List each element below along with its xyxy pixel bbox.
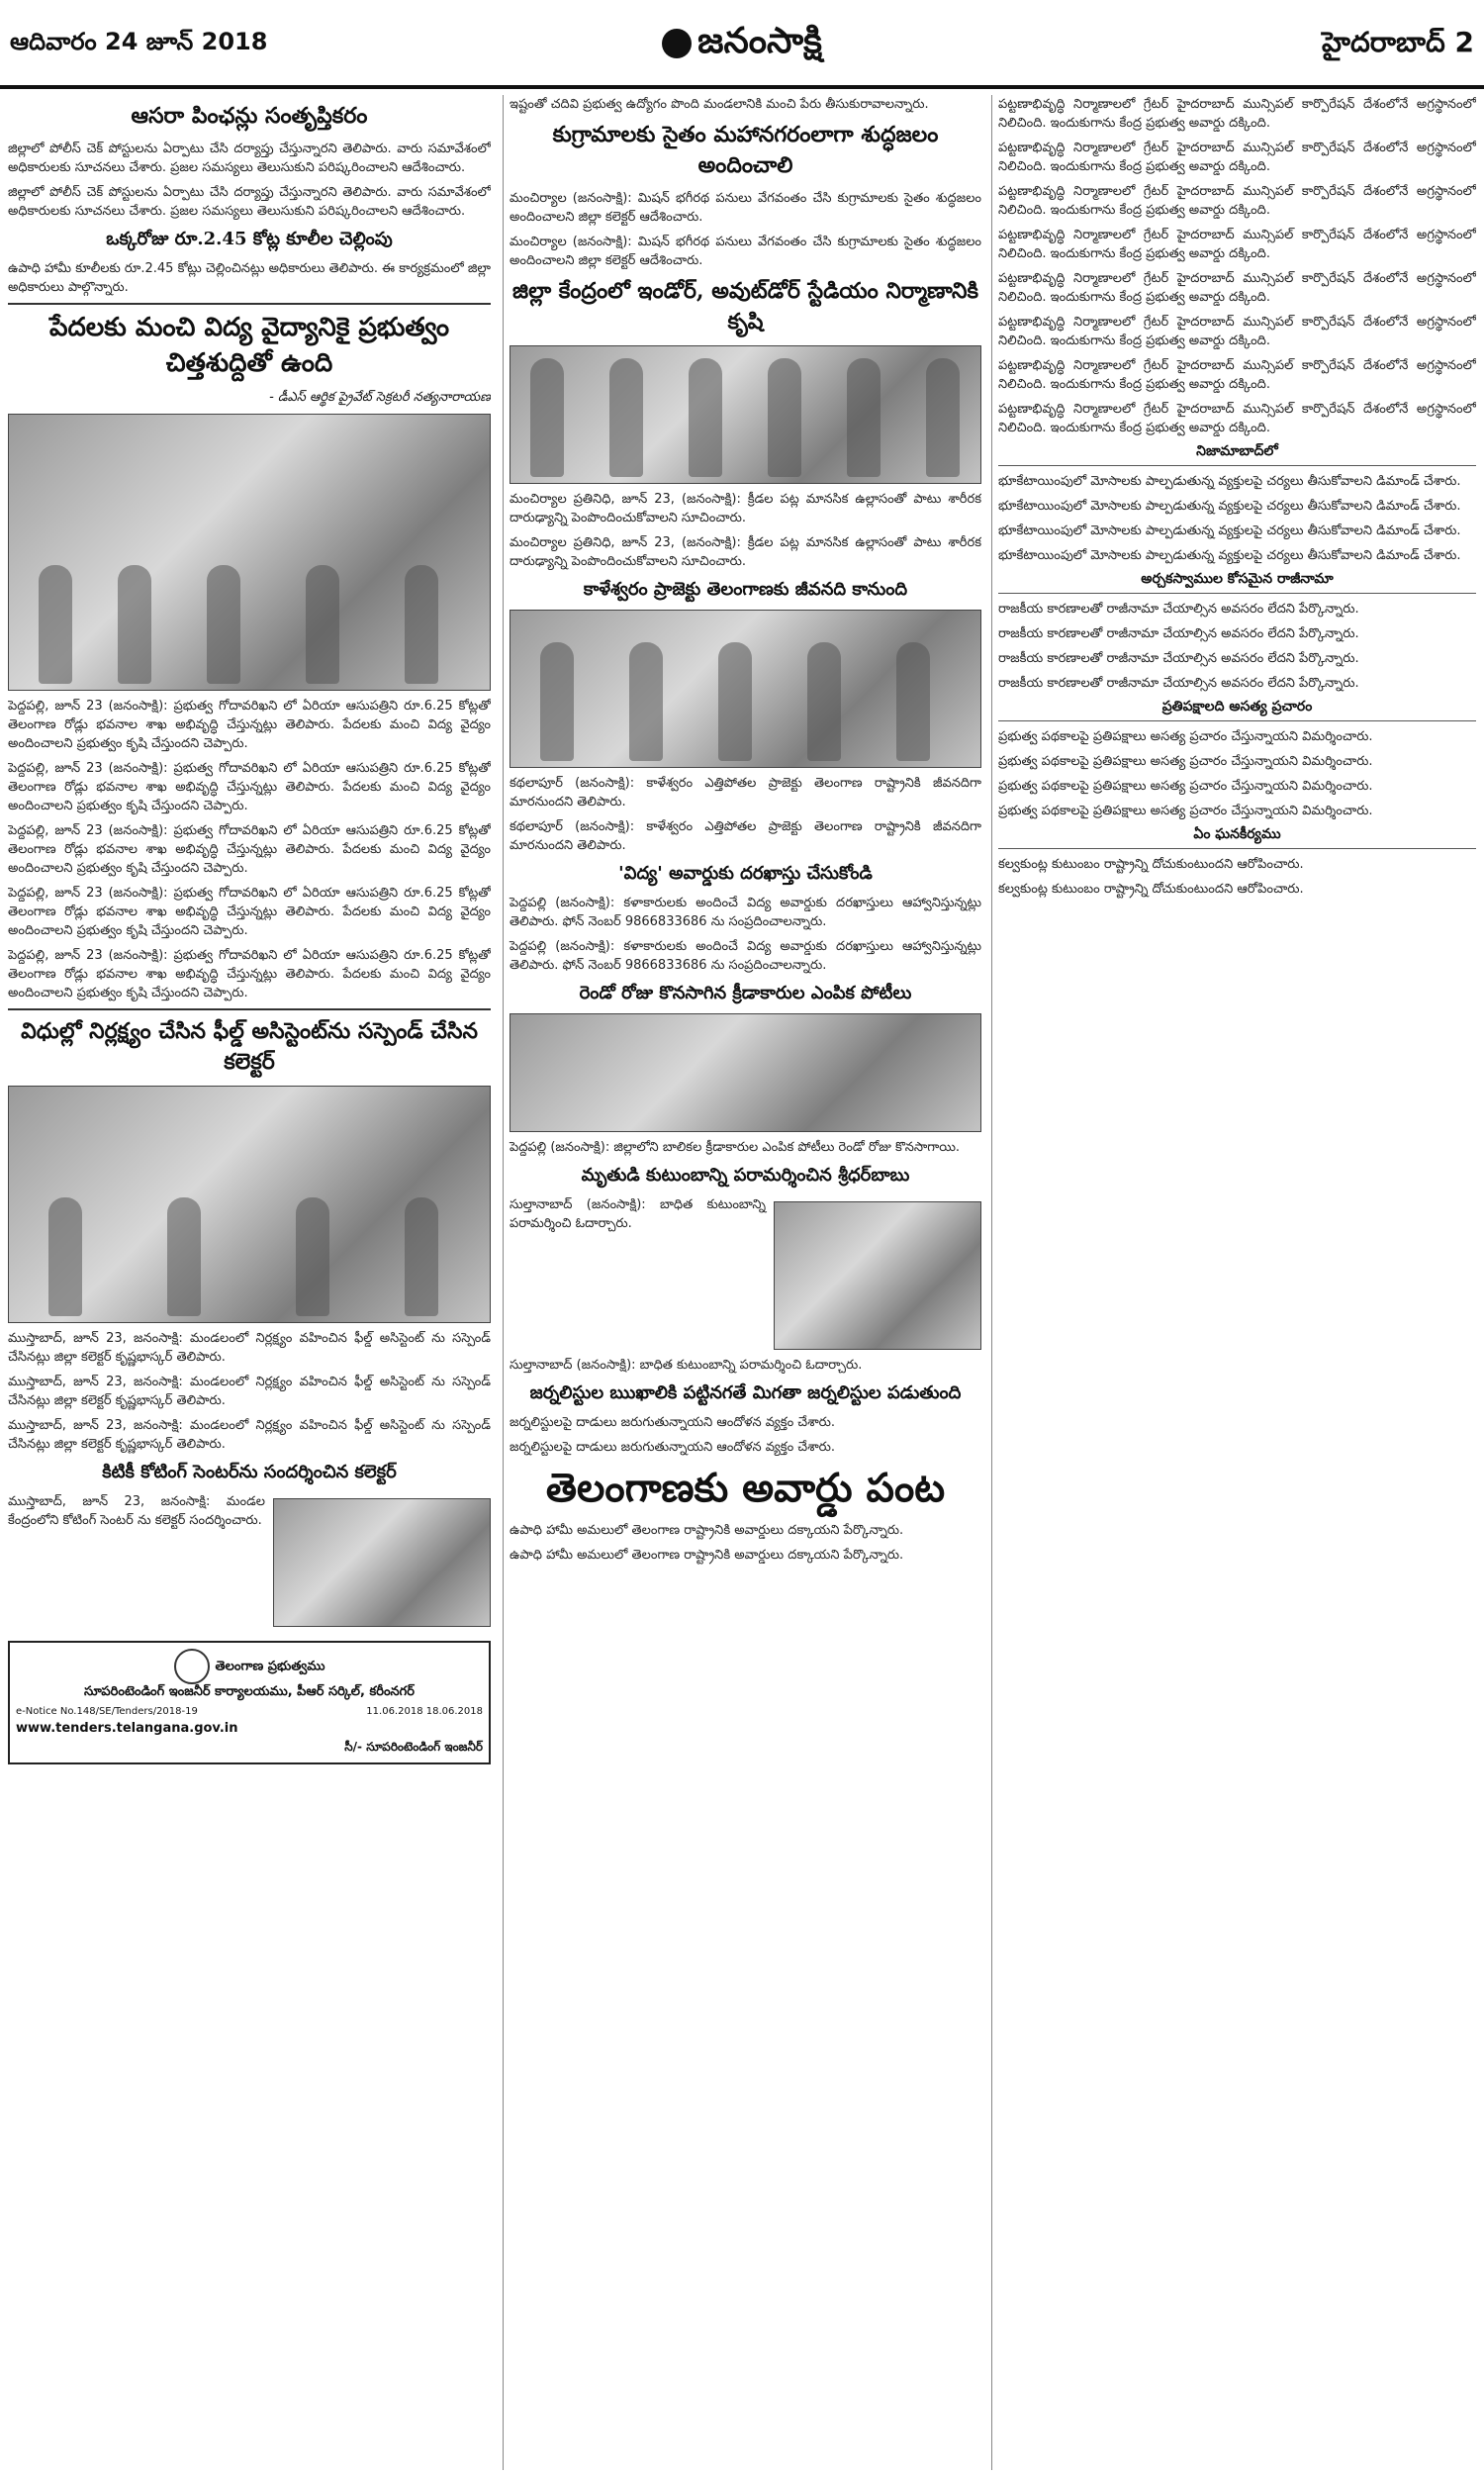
article-body: రాజకీయ కారణాలతో రాజీనామా చేయాల్సిన అవసరం లేదని పేర్కొన్నారు. (998, 651, 1359, 666)
article-body: ఉపాధి హామీ అమలులో తెలంగాణ రాష్ట్రానికి అవార్డులు దక్కాయని పేర్కొన్నారు. (510, 1548, 904, 1563)
article-body: ఉపాధి హామీ కూలీలకు రూ.2.45 కోట్లు చెల్లించినట్లు అధికారులు తెలిపారు. ఈ కార్యక్రమంలో జిల్లా అధికారులు పాల్గొన్నారు. (8, 261, 491, 295)
article-body: పెద్దపల్లి, జూన్ 23 (జనంసాక్షి): ప్రభుత్వ గోదావరిఖని లో ఏరియా ఆసుపత్రిని రూ.6.25 కోట్లతో తెలంగాణ రోడ్లు భవనాల శాఖ అభివృద్ధి చేస్తున్నట్లు తెలిపారు. పేదలకు మంచి విద్య వైద్యం అందించాలని ప్రభుత్వం కృషి చేస్తుందని చెప్పారు. (8, 886, 491, 938)
news-photo (774, 1201, 981, 1350)
article-body: పెద్దపల్లి, జూన్ 23 (జనంసాక్షి): ప్రభుత్వ గోదావరిఖని లో ఏరియా ఆసుపత్రిని రూ.6.25 కోట్లతో తెలంగాణ రోడ్లు భవనాల శాఖ అభివృద్ధి చేస్తున్నట్లు తెలిపారు. పేదలకు మంచి విద్య వైద్యం అందించాలని ప్రభుత్వం కృషి చేస్తుందని చెప్పారు. (8, 948, 491, 1000)
column-left (8, 95, 491, 2470)
section-kicker: నిజామాబాద్‌లో (998, 443, 1476, 466)
article-body: కల్వకుంట్ల కుటుంబం రాష్ట్రాన్ని దోచుకుంటుందని ఆరోపించారు. (998, 857, 1304, 872)
headline: కుగ్రామాలకు సైతం మహానగరంలాగా శుద్ధజలం అందించాలి (552, 122, 939, 178)
article-body: రాజకీయ కారణాలతో రాజీనామా చేయాల్సిన అవసరం లేదని పేర్కొన్నారు. (998, 676, 1359, 691)
tender-notice (8, 1641, 491, 1764)
article-body: కల్వకుంట్ల కుటుంబం రాష్ట్రాన్ని దోచుకుంటుందని ఆరోపించారు. (998, 882, 1304, 897)
headline: కిటికీ కోటింగ్ సెంటర్‌ను సందర్శించిన కలెక్టర్ (102, 1462, 397, 1482)
tender-details: e-Notice No.148/SE/Tenders/2018-19 11.06.2018 18.06.2018 (16, 1706, 483, 1717)
article-body: పట్టణాభివృద్ధి నిర్మాణాలలో గ్రేటర్ హైదరాబాద్ మున్సిపల్ కార్పొరేషన్ దేశంలోనే అగ్రస్థానంలో నిలిచింది. ఇందుకుగాను కేంద్ర ప్రభుత్వ అవార్డు దక్కింది. (998, 402, 1476, 435)
headline: జిల్లా కేంద్రంలో ఇండోర్, అవుట్‌డోర్ స్టేడియం నిర్మాణానికి కృషి (512, 278, 978, 334)
headline: 'విద్య' అవార్డుకు దరఖాస్తు చేసుకోండి (618, 863, 873, 884)
article-body: ఇష్టంతో చదివి ప్రభుత్వ ఉద్యోగం పొంది మండలానికి మంచి పేరు తీసుకురావాలన్నారు. (510, 97, 929, 112)
article-body: జర్నలిస్టులపై దాడులు జరుగుతున్నాయని ఆందోళన వ్యక్తం చేశారు. (510, 1440, 835, 1455)
news-photo (510, 345, 981, 484)
article-body: జిల్లాలో పోలీస్ చెక్ పోస్టులను ఏర్పాటు చేసి దర్యాప్తు చేస్తున్నారని తెలిపారు. వారు సమావేశంలో అధికారులకు సూచనలు చేశారు. ప్రజల సమస్యలు తెలుసుకుని పరిష్కరించాలని ఆదేశించారు. (8, 185, 491, 219)
headline: ఆసరా పింఛన్లు సంతృప్తికరం (131, 103, 368, 129)
section-kicker: ప్రతిపక్షాలది అసత్య ప్రచారం (998, 699, 1476, 721)
article-body: మంచిర్యాల ప్రతినిధి, జూన్ 23, (జనంసాక్షి): క్రీడల పట్ల మానసిక ఉల్లాసంతో పాటు శారీరక దారుఢ్యాన్ని పెంపొందించుకోవాలని సూచించారు. (510, 492, 981, 525)
issue-date: ఆదివారం 24 జూన్ 2018 (10, 28, 268, 55)
article-body: పెద్దపల్లి (జనంసాక్షి): కళాకారులకు అందించే విద్య అవార్డుకు దరఖాస్తులు ఆహ్వానిస్తున్నట్లు తెలిపారు. ఫోన్ నెంబర్ 9866833686 ను సంప్రదించాలన్నారు. (510, 939, 981, 973)
divider (8, 303, 491, 305)
article-body: మంచిర్యాల (జనంసాక్షి): మిషన్ భగీరథ పనులు వేగవంతం చేసి కుగ్రామాలకు సైతం శుద్ధజలం అందించాలని జిల్లా కలెక్టర్ ఆదేశించారు. (510, 191, 981, 225)
byline: - డీఎస్ ఆర్థిక ప్రైవేట్ సెక్రటరీ నత్యనారాయణ (269, 390, 491, 405)
article-body: భూకేటాయింపులో మోసాలకు పాల్పడుతున్న వ్యక్తులపై చర్యలు తీసుకోవాలని డిమాండ్ చేశారు. (998, 499, 1461, 514)
article-body: భూకేటాయింపులో మోసాలకు పాల్పడుతున్న వ్యక్తులపై చర్యలు తీసుకోవాలని డిమాండ్ చేశారు. (998, 474, 1461, 489)
article-body: ముస్తాబాద్, జూన్ 23, జనంసాక్షి: మండల కేంద్రంలోని కోటింగ్ సెంటర్ ను కలెక్టర్ సందర్శించారు. (8, 1494, 265, 1528)
article-body: పెద్దపల్లి (జనంసాక్షి): కళాకారులకు అందించే విద్య అవార్డుకు దరఖాస్తులు ఆహ్వానిస్తున్నట్లు తెలిపారు. ఫోన్ నెంబర్ 9866833686 ను సంప్రదించాలన్నారు. (510, 896, 981, 929)
newspaper-brand (613, 20, 871, 70)
article-body: పెద్దపల్లి, జూన్ 23 (జనంసాక్షి): ప్రభుత్వ గోదావరిఖని లో ఏరియా ఆసుపత్రిని రూ.6.25 కోట్లతో తెలంగాణ రోడ్లు భవనాల శాఖ అభివృద్ధి చేస్తున్నట్లు తెలిపారు. పేదలకు మంచి విద్య వైద్యం అందించాలని ప్రభుత్వం కృషి చేస్తుందని చెప్పారు. (8, 761, 491, 813)
section-kicker: ఏం ఘనకీర్యము (998, 826, 1476, 849)
news-photo (8, 414, 491, 691)
tender-website: www.tenders.telangana.gov.in (16, 1721, 238, 1736)
article-body: పెద్దపల్లి, జూన్ 23 (జనంసాక్షి): ప్రభుత్వ గోదావరిఖని లో ఏరియా ఆసుపత్రిని రూ.6.25 కోట్లతో తెలంగాణ రోడ్లు భవనాల శాఖ అభివృద్ధి చేస్తున్నట్లు తెలిపారు. పేదలకు మంచి విద్య వైద్యం అందించాలని ప్రభుత్వం కృషి చేస్తుందని చెప్పారు. (8, 699, 491, 751)
article-body: ముస్తాబాద్, జూన్ 23, జనంసాక్షి: మండలంలో నిర్లక్ష్యం వహించిన ఫీల్డ్ అసిస్టెంట్ ను సస్పెండ్ చేసినట్లు జిల్లా కలెక్టర్ కృష్ణభాస్కర్ తెలిపారు. (8, 1375, 491, 1408)
article-body: జిల్లాలో పోలీస్ చెక్ పోస్టులను ఏర్పాటు చేసి దర్యాప్తు చేస్తున్నారని తెలిపారు. వారు సమావేశంలో అధికారులకు సూచనలు చేశారు. ప్రజల సమస్యలు తెలుసుకుని పరిష్కరించాలని ఆదేశించారు. (8, 142, 491, 175)
article-body: ఉపాధి హామీ అమలులో తెలంగాణ రాష్ట్రానికి అవార్డులు దక్కాయని పేర్కొన్నారు. (510, 1523, 904, 1538)
article-body: మంచిర్యాల ప్రతినిధి, జూన్ 23, (జనంసాక్షి): క్రీడల పట్ల మానసిక ఉల్లాసంతో పాటు శారీరక దారుఢ్యాన్ని పెంపొందించుకోవాలని సూచించారు. (510, 535, 981, 569)
headline: విధుల్లో నిర్లక్ష్యం చేసిన ఫీల్డ్ అసిస్టెంట్‌ను సస్పెండ్ చేసిన కలెక్టర్ (21, 1018, 478, 1075)
article-body: రాజకీయ కారణాలతో రాజీనామా చేయాల్సిన అవసరం లేదని పేర్కొన్నారు. (998, 626, 1359, 641)
article-body: ప్రభుత్వ పథకాలపై ప్రతిపక్షాలు అసత్య ప్రచారం చేస్తున్నాయని విమర్శించారు. (998, 804, 1373, 818)
article-body: మంచిర్యాల (జనంసాక్షి): మిషన్ భగీరథ పనులు వేగవంతం చేసి కుగ్రామాలకు సైతం శుద్ధజలం అందించాలని జిల్లా కలెక్టర్ ఆదేశించారు. (510, 235, 981, 268)
article-body: భూకేటాయింపులో మోసాలకు పాల్పడుతున్న వ్యక్తులపై చర్యలు తీసుకోవాలని డిమాండ్ చేశారు. (998, 524, 1461, 538)
article-body: కథలాపూర్ (జనంసాక్షి): కాళేశ్వరం ఎత్తిపోతల ప్రాజెక్టు తెలంగాణ రాష్ట్రానికి జీవనదిగా మారనుందని తెలిపారు. (510, 776, 981, 809)
news-photo (8, 1086, 491, 1323)
article-body: పట్టణాభివృద్ధి నిర్మాణాలలో గ్రేటర్ హైదరాబాద్ మున్సిపల్ కార్పొరేషన్ దేశంలోనే అగ్రస్థానంలో నిలిచింది. ఇందుకుగాను కేంద్ర ప్రభుత్వ అవార్డు దక్కింది. (998, 228, 1476, 261)
section-kicker: అర్చకస్వాముల కోసమైన రాజీనామా (998, 571, 1476, 594)
masthead (0, 0, 1484, 89)
story-with-photo (510, 1195, 981, 1356)
article-body: రాజకీయ కారణాలతో రాజీనామా చేయాల్సిన అవసరం లేదని పేర్కొన్నారు. (998, 602, 1359, 617)
story-with-photo (8, 1492, 491, 1633)
article-body: పట్టణాభివృద్ధి నిర్మాణాలలో గ్రేటర్ హైదరాబాద్ మున్సిపల్ కార్పొరేషన్ దేశంలోనే అగ్రస్థానంలో నిలిచింది. ఇందుకుగాను కేంద్ర ప్రభుత్వ అవార్డు దక్కింది. (998, 271, 1476, 305)
article-body: జర్నలిస్టులపై దాడులు జరుగుతున్నాయని ఆందోళన వ్యక్తం చేశారు. (510, 1415, 835, 1430)
column-right (991, 95, 1476, 2470)
column-middle (503, 95, 981, 2470)
article-body: సుల్తానాబాద్ (జనంసాక్షి): బాధిత కుటుంబాన్ని పరామర్శించి ఓదార్చారు. (510, 1197, 766, 1231)
brand-name: జనంసాక్షి (697, 20, 822, 61)
edition-label: హైదరాబాద్ 2 (1322, 26, 1474, 58)
article-body: పెద్దపల్లి (జనంసాక్షి): జిల్లాలోని బాలికల క్రీడాకారుల ఎంపిక పోటీలు రెండో రోజు కొనసాగాయి. (510, 1140, 961, 1155)
article-body: పట్టణాభివృద్ధి నిర్మాణాలలో గ్రేటర్ హైదరాబాద్ మున్సిపల్ కార్పొరేషన్ దేశంలోనే అగ్రస్థానంలో నిలిచింది. ఇందుకుగాను కేంద్ర ప్రభుత్వ అవార్డు దక్కింది. (998, 141, 1476, 174)
article-body: పట్టణాభివృద్ధి నిర్మాణాలలో గ్రేటర్ హైదరాబాద్ మున్సిపల్ కార్పొరేషన్ దేశంలోనే అగ్రస్థానంలో నిలిచింది. ఇందుకుగాను కేంద్ర ప్రభుత్వ అవార్డు దక్కింది. (998, 97, 1476, 131)
brand-logo-icon (662, 29, 692, 58)
headline: పేదలకు మంచి విద్య వైద్యానికై ప్రభుత్వం చిత్తశుద్దితో ఉంది (48, 313, 450, 378)
tender-signature: సీ/- సూపరింటెండింగ్ ఇంజనీర్ (344, 1740, 483, 1754)
article-body: పెద్దపల్లి, జూన్ 23 (జనంసాక్షి): ప్రభుత్వ గోదావరిఖని లో ఏరియా ఆసుపత్రిని రూ.6.25 కోట్లతో తెలంగాణ రోడ్లు భవనాల శాఖ అభివృద్ధి చేస్తున్నట్లు తెలిపారు. పేదలకు మంచి విద్య వైద్యం అందించాలని ప్రభుత్వం కృషి చేస్తుందని చెప్పారు. (8, 823, 491, 876)
article-body: పట్టణాభివృద్ధి నిర్మాణాలలో గ్రేటర్ హైదరాబాద్ మున్సిపల్ కార్పొరేషన్ దేశంలోనే అగ్రస్థానంలో నిలిచింది. ఇందుకుగాను కేంద్ర ప్రభుత్వ అవార్డు దక్కింది. (998, 358, 1476, 392)
article-body: ముస్తాబాద్, జూన్ 23, జనంసాక్షి: మండలంలో నిర్లక్ష్యం వహించిన ఫీల్డ్ అసిస్టెంట్ ను సస్పెండ్ చేసినట్లు జిల్లా కలెక్టర్ కృష్ణభాస్కర్ తెలిపారు. (8, 1418, 491, 1452)
article-body: భూకేటాయింపులో మోసాలకు పాల్పడుతున్న వ్యక్తులపై చర్యలు తీసుకోవాలని డిమాండ్ చేశారు. (998, 548, 1461, 563)
article-body: ప్రభుత్వ పథకాలపై ప్రతిపక్షాలు అసత్య ప్రచారం చేస్తున్నాయని విమర్శించారు. (998, 779, 1373, 794)
govt-seal-icon (174, 1649, 210, 1684)
headline: కాళేశ్వరం ప్రాజెక్టు తెలంగాణకు జీవనది కానుంది (583, 579, 908, 600)
news-photo (273, 1498, 491, 1627)
divider (8, 1008, 491, 1010)
article-body: ముస్తాబాద్, జూన్ 23, జనంసాక్షి: మండలంలో నిర్లక్ష్యం వహించిన ఫీల్డ్ అసిస్టెంట్ ను సస్పెండ్ చేసినట్లు జిల్లా కలెక్టర్ కృష్ణభాస్కర్ తెలిపారు. (8, 1331, 491, 1365)
news-photo (510, 1013, 981, 1132)
article-body: ప్రభుత్వ పథకాలపై ప్రతిపక్షాలు అసత్య ప్రచారం చేస్తున్నాయని విమర్శించారు. (998, 729, 1373, 744)
headline: జర్నలిస్టుల ఋఖాలికి పట్టినగతే మిగతా జర్నలిస్టుల పడుతుంది (529, 1382, 962, 1403)
article-body: సుల్తానాబాద్ (జనంసాక్షి): బాధిత కుటుంబాన్ని పరామర్శించి ఓదార్చారు. (510, 1358, 863, 1373)
news-photo (510, 610, 981, 768)
article-body: పట్టణాభివృద్ధి నిర్మాణాలలో గ్రేటర్ హైదరాబాద్ మున్సిపల్ కార్పొరేషన్ దేశంలోనే అగ్రస్థానంలో నిలిచింది. ఇందుకుగాను కేంద్ర ప్రభుత్వ అవార్డు దక్కింది. (998, 184, 1476, 218)
headline-large: తెలంగాణకు అవార్డు పంట (545, 1465, 946, 1511)
headline: రెండో రోజు కొనసాగిన క్రీడాకారుల ఎంపిక పోటీలు (579, 983, 912, 1003)
headline: ఒక్కరోజు రూ.2.45 కోట్ల కూలీల చెల్లింపు (106, 229, 393, 249)
headline: మృతుడి కుటుంబాన్ని పరామర్శించిన శ్రీధర్‌బాబు (581, 1165, 910, 1186)
tender-org: తెలంగాణ ప్రభుత్వము (16, 1649, 483, 1684)
article-body: పట్టణాభివృద్ధి నిర్మాణాలలో గ్రేటర్ హైదరాబాద్ మున్సిపల్ కార్పొరేషన్ దేశంలోనే అగ్రస్థానంలో నిలిచింది. ఇందుకుగాను కేంద్ర ప్రభుత్వ అవార్డు దక్కింది. (998, 315, 1476, 348)
article-body: ప్రభుత్వ పథకాలపై ప్రతిపక్షాలు అసత్య ప్రచారం చేస్తున్నాయని విమర్శించారు. (998, 754, 1373, 769)
tender-dept: సూపరింటెండింగ్ ఇంజనీర్ కార్యాలయము, పీఆర్ సర్కిల్, కరీంనగర్ (84, 1684, 415, 1699)
article-body: కథలాపూర్ (జనంసాక్షి): కాళేశ్వరం ఎత్తిపోతల ప్రాజెక్టు తెలంగాణ రాష్ట్రానికి జీవనదిగా మారనుందని తెలిపారు. (510, 819, 981, 853)
